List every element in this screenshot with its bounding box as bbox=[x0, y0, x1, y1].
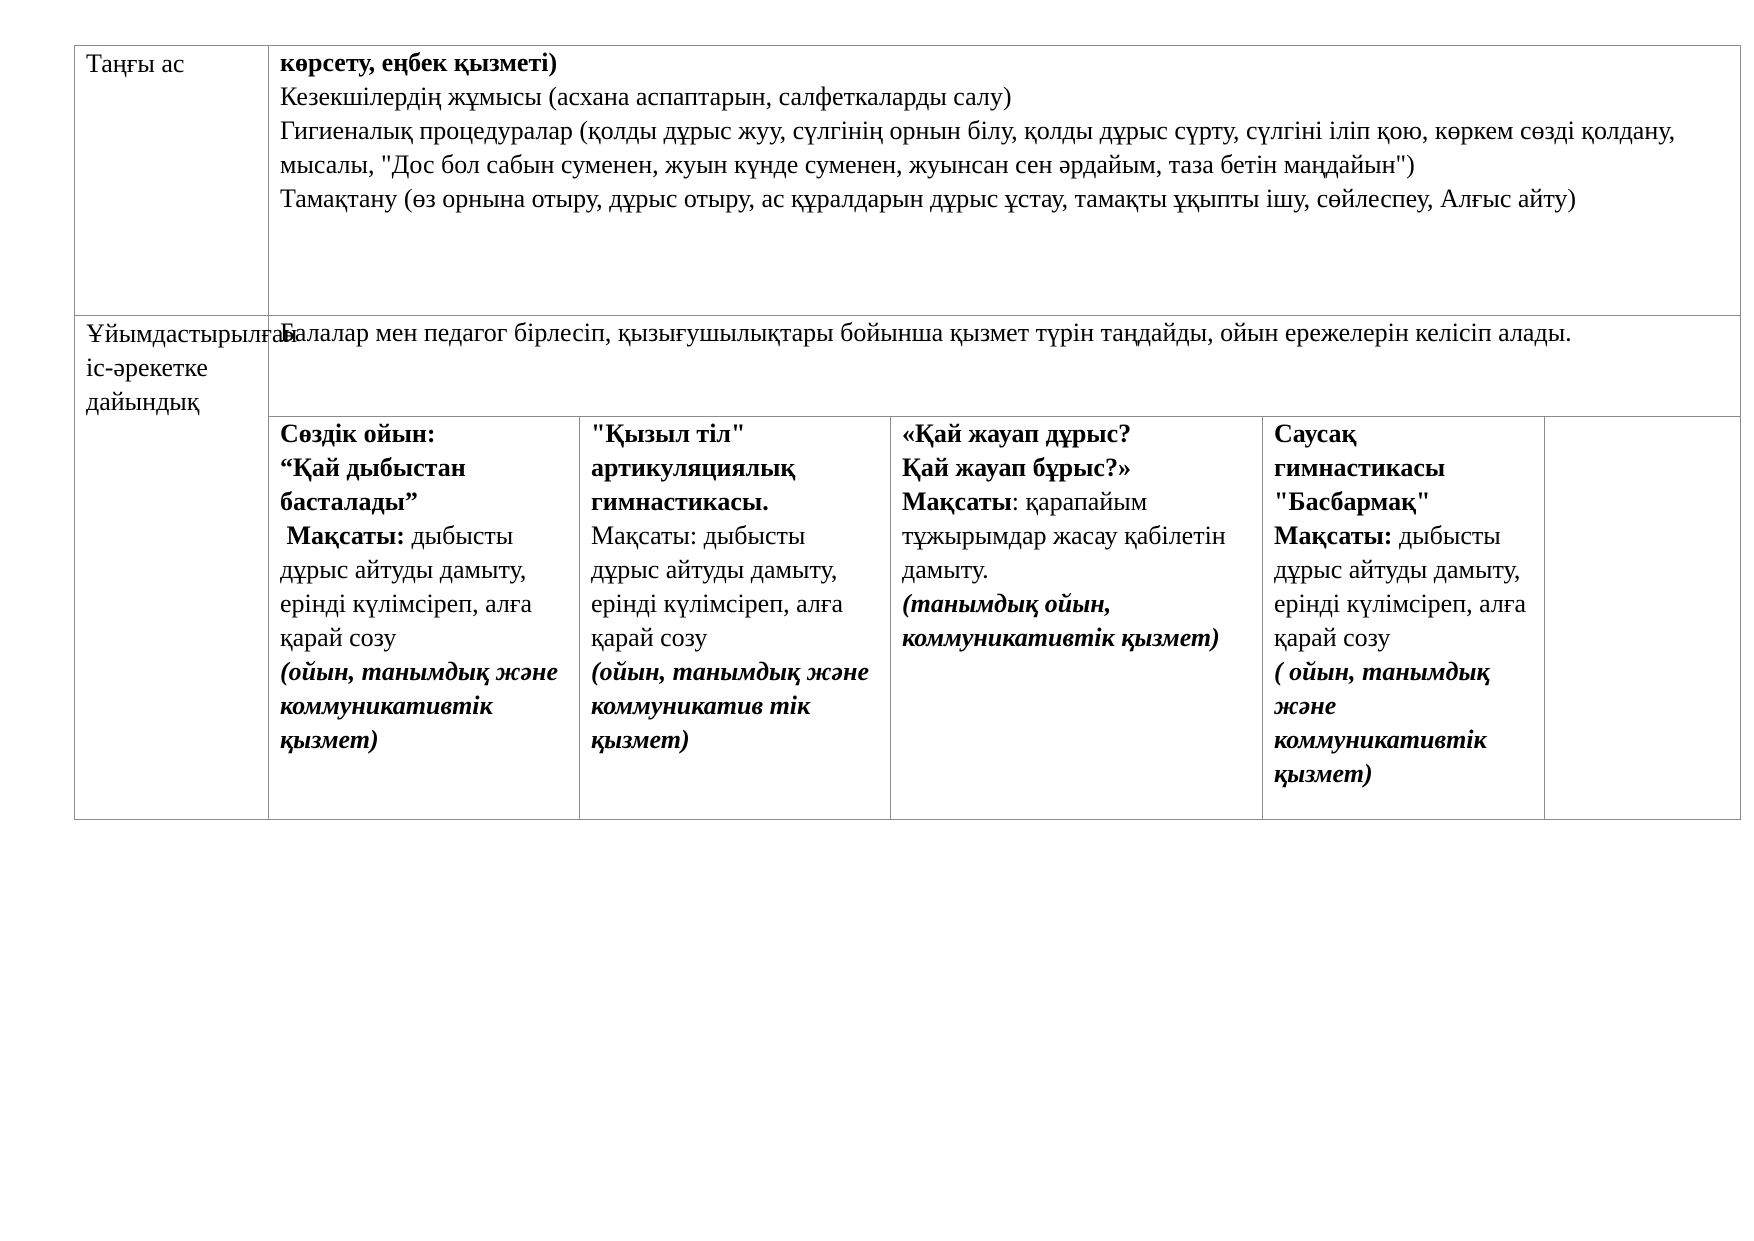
eating-text: Тамақтану (өз орнына отыру, дұрыс отыру, ас құралдарын дұрыс ұстау, тамақты ұқыпты ішу, сөйлеспеу, Алғыс айту) bbox=[280, 184, 1577, 213]
breakfast-content-cell bbox=[269, 46, 1741, 316]
activity-note: (ойын, танымдық және коммуникативтік қызмет) bbox=[280, 657, 558, 754]
activity-cell bbox=[269, 417, 580, 820]
preparation-intro-cell bbox=[269, 316, 1741, 417]
activity-note: (танымдық ойын, коммуникативтік қызмет) bbox=[902, 589, 1220, 652]
activity-title: «Қай жауап дұрыс? bbox=[902, 419, 1132, 448]
activity-title: “Қай дыбыстан басталады” bbox=[280, 453, 466, 516]
goal-label: Мақсаты bbox=[902, 487, 1012, 516]
table-row bbox=[75, 417, 1741, 820]
empty-cell bbox=[1545, 417, 1741, 820]
document-page bbox=[74, 45, 1740, 820]
activity-title: Қай жауап бұрыс?» bbox=[902, 453, 1131, 482]
goal-text: : қарапайым тұжырымдар жасау қабілетін дамыту. bbox=[902, 487, 1233, 584]
row-label-breakfast bbox=[75, 46, 269, 316]
preparation-intro-text: Балалар мен педагог бірлесіп, қызығушылықтары бойынша қызмет түрін таңдайды, ойын ережелерін келісіп алады. bbox=[280, 318, 1572, 347]
activity-title: Саусақ гимнастикасы "Басбармақ" bbox=[1274, 419, 1446, 516]
duty-text: Кезекшілердің жұмысы (асхана аспаптарын, салфеткаларды салу) bbox=[280, 82, 1012, 111]
daily-plan-table bbox=[74, 45, 1741, 820]
goal-text: дыбысты дұрыс айтуды дамыту, еріндi күлімсіреп, алға қарай созу bbox=[1274, 521, 1533, 652]
activity-cell bbox=[1263, 417, 1545, 820]
bold-heading-line: көрсету, еңбек қызметі) bbox=[280, 48, 558, 77]
row-label-text: Ұйымдастырылған іс-әрекетке дайындық bbox=[86, 319, 298, 416]
activity-note: ( ойын, танымдық және коммуникативтік қызмет) bbox=[1274, 657, 1490, 788]
goal-text: Мақсаты: дыбысты дұрыс айтуды дамыту, еріндi күлімсіреп, алға қарай созу bbox=[591, 521, 850, 652]
goal-text: дыбысты дұрыс айтуды дамыту, еріндi күлімсіреп, алға қарай созу bbox=[280, 521, 539, 652]
row-label-preparation bbox=[75, 316, 298, 820]
table-row bbox=[75, 46, 1741, 316]
table-row bbox=[75, 316, 1741, 417]
goal-label: Мақсаты: bbox=[1274, 521, 1393, 550]
activity-title: Сөздік ойын: bbox=[280, 419, 436, 448]
activity-title: "Қызыл тіл" артикуляциялық гимнастикасы. bbox=[591, 419, 796, 516]
activity-cell bbox=[580, 417, 891, 820]
activity-cell bbox=[891, 417, 1263, 820]
activity-note: (ойын, танымдық және коммуникатив тік қызмет) bbox=[591, 657, 869, 754]
row-label-text: Таңғы ас bbox=[86, 49, 185, 78]
goal-label: Мақсаты: bbox=[280, 521, 405, 550]
hygiene-text: Гигиеналық процедуралар (қолды дұрыс жуу, сүлгінің орнын білу, қолды дұрыс сүрту, сүлгіні іліп қою, көркем сөзді қолдану, мысалы, "Дос бол сабын суменен, жуын күнде суменен, жуынсан сен әрдайым, таза бетін маңдайын") bbox=[280, 116, 1676, 179]
